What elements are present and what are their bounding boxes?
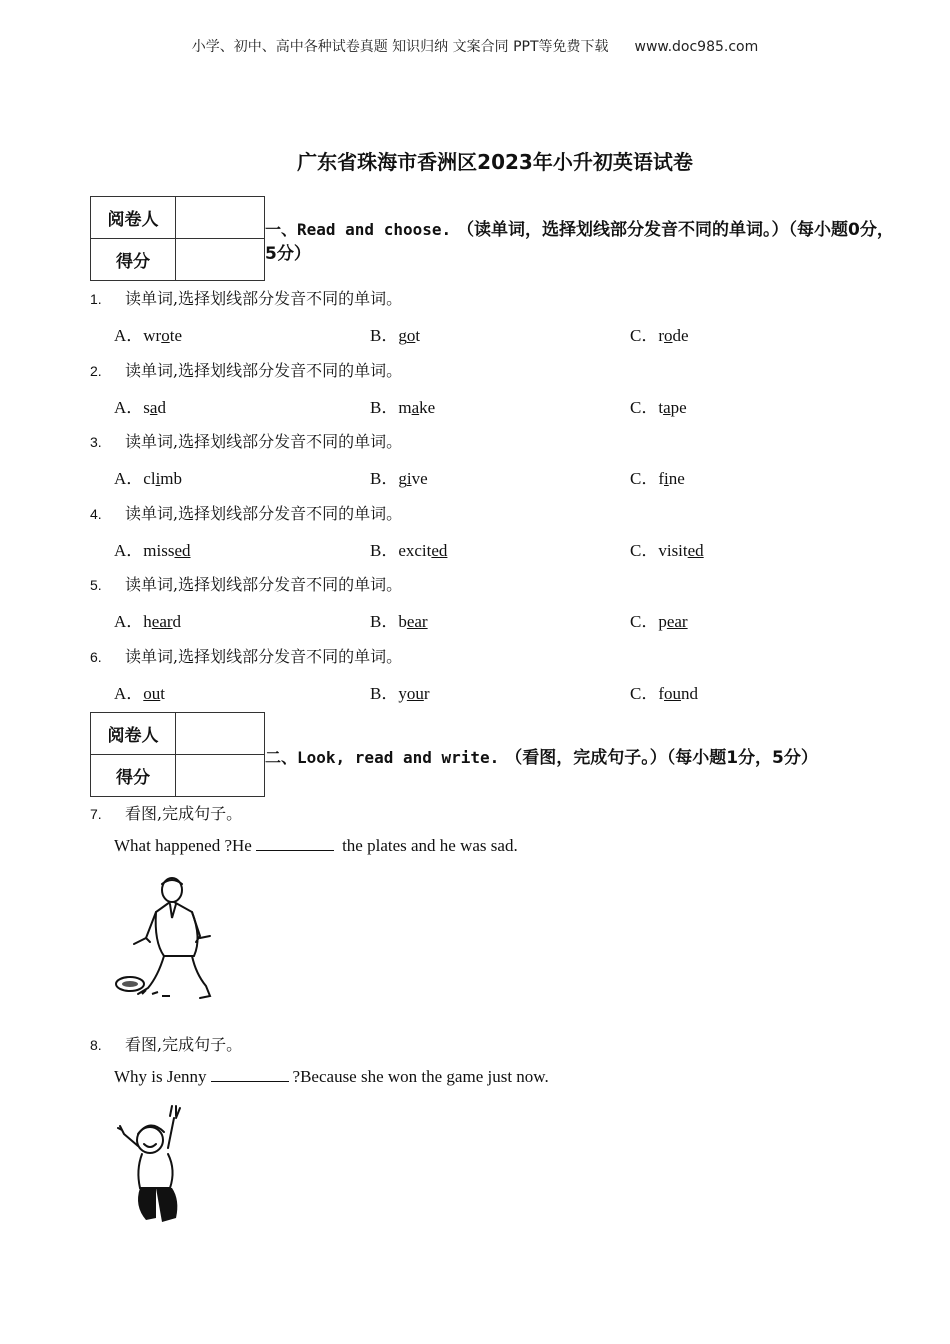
sentence-after: the plates and he was sad.	[337, 836, 518, 855]
score-table-1	[90, 196, 265, 281]
option-c[interactable]	[630, 679, 698, 704]
option-a[interactable]	[114, 536, 191, 561]
underlined-part: a	[149, 397, 158, 417]
score-blank	[176, 239, 265, 281]
question-2	[90, 358, 402, 381]
option-label: A．	[114, 612, 144, 631]
word-part: pe	[670, 397, 687, 417]
question-7	[90, 801, 242, 824]
answer-blank[interactable]	[256, 836, 334, 851]
sad-man-picture	[112, 876, 222, 1010]
reviewer-label: 阅卷人	[91, 197, 176, 239]
page-title: 广东省珠海市香洲区2023年小升初英语试卷	[297, 150, 693, 174]
word-part: visit	[658, 540, 688, 560]
word-part: s	[143, 397, 150, 417]
score-label: 得分	[91, 239, 176, 281]
word-part: t	[415, 326, 421, 345]
option-label: C．	[630, 469, 659, 488]
underlined-part: ed	[431, 540, 448, 560]
reviewer-blank	[176, 713, 265, 755]
question-number: 6.	[90, 648, 102, 665]
word-part: f	[658, 469, 665, 488]
underlined-part: ou	[143, 683, 161, 703]
word-part: te	[169, 326, 183, 345]
underlined-part: a	[663, 397, 671, 417]
underlined-part: ear	[151, 612, 173, 631]
underlined-part: ear	[666, 612, 688, 631]
word-part: p	[658, 612, 667, 631]
option-label: A．	[114, 540, 144, 560]
underlined-part: o	[664, 326, 673, 345]
word-part: t	[160, 683, 166, 703]
question-number: 7.	[90, 806, 102, 822]
underlined-part: ear	[406, 612, 428, 631]
option-label: C．	[630, 612, 659, 631]
question-4	[90, 501, 402, 524]
option-label: A．	[114, 683, 144, 703]
reviewer-blank	[176, 197, 265, 239]
header-site: www.doc985.com	[634, 39, 759, 55]
option-label: B．	[370, 397, 399, 417]
word-part: ke	[419, 397, 436, 417]
answer-blank[interactable]	[211, 1067, 289, 1082]
question-number: 1.	[90, 291, 102, 307]
underlined-part: a	[411, 397, 420, 417]
option-label: C．	[630, 397, 659, 417]
section-1-title-cn: （读单词，选择划线部分发音不同的单词。）（每小题0分，5分）	[265, 220, 894, 264]
question-number: 5.	[90, 577, 102, 593]
score-table-2	[90, 712, 265, 797]
option-a[interactable]	[114, 464, 182, 489]
underlined-part: o	[161, 326, 170, 345]
option-c[interactable]	[630, 536, 704, 561]
word-part: d	[172, 612, 182, 631]
option-c[interactable]	[630, 393, 687, 418]
sentence-after: ?Because she won the game just now.	[292, 1067, 549, 1086]
word-part: wr	[143, 326, 162, 345]
header-text: 小学、初中、高中各种试卷真题 知识归纳 文案合同 PPT等免费下载	[191, 39, 609, 55]
word-part: r	[423, 683, 430, 703]
word-part: excit	[398, 540, 432, 560]
question-stem: 看图,完成句子。	[125, 804, 243, 823]
underlined-part: ou	[406, 683, 424, 703]
underlined-part: ed	[687, 540, 704, 560]
option-c[interactable]	[630, 464, 685, 489]
word-part: d	[157, 397, 166, 417]
word-part: cl	[143, 469, 156, 488]
question-7-sentence	[114, 836, 518, 856]
question-number: 3.	[90, 434, 102, 450]
page-header	[0, 36, 950, 56]
question-stem: 读单词,选择划线部分发音不同的单词。	[125, 503, 403, 523]
score-label: 得分	[91, 755, 176, 797]
reviewer-label: 阅卷人	[91, 713, 176, 755]
option-a[interactable]	[114, 321, 182, 346]
option-label: B．	[370, 683, 399, 703]
option-b[interactable]	[370, 607, 428, 632]
question-1	[90, 286, 402, 309]
happy-girl-picture	[112, 1102, 190, 1230]
word-part: nd	[681, 683, 699, 703]
question-stem: 读单词,选择划线部分发音不同的单词。	[125, 289, 403, 308]
score-blank	[176, 755, 265, 797]
question-stem: 读单词,选择划线部分发音不同的单词。	[125, 432, 403, 451]
section-1-title	[265, 218, 895, 266]
question-stem: 读单词,选择划线部分发音不同的单词。	[125, 646, 403, 666]
word-part: b	[398, 612, 407, 631]
option-b[interactable]	[370, 321, 420, 346]
underlined-part: i	[664, 469, 669, 488]
question-number: 4.	[90, 505, 102, 522]
question-number: 8.	[90, 1037, 102, 1053]
question-stem: 读单词,选择划线部分发音不同的单词。	[125, 575, 403, 594]
option-label: A．	[114, 469, 144, 488]
section-2-title	[265, 746, 905, 770]
option-label: C．	[630, 326, 659, 345]
question-number: 2.	[90, 362, 102, 379]
option-a[interactable]	[114, 393, 166, 418]
underlined-part: ed	[174, 540, 191, 560]
option-c[interactable]	[630, 321, 689, 346]
word-part: r	[658, 326, 665, 345]
option-b[interactable]	[370, 536, 447, 561]
option-a[interactable]	[114, 607, 181, 632]
word-part: f	[658, 683, 665, 703]
underlined-part: ou	[664, 683, 682, 703]
underlined-part: o	[406, 326, 416, 345]
word-part: ne	[668, 469, 685, 488]
section-2-title-en: 二、Look, read and write.	[265, 748, 500, 767]
word-part: de	[672, 326, 689, 345]
underlined-part: i	[155, 469, 161, 488]
option-label: C．	[630, 540, 659, 560]
option-b[interactable]	[370, 464, 428, 489]
option-b[interactable]	[370, 393, 435, 418]
option-a[interactable]	[114, 679, 165, 704]
option-c[interactable]	[630, 607, 688, 632]
sentence-before: Why is Jenny	[114, 1067, 207, 1086]
section-2-title-cn: （看图，完成句子。）（每小题1分，5分）	[505, 748, 818, 768]
word-part: h	[143, 612, 152, 631]
word-part: g	[398, 469, 407, 488]
option-label: A．	[114, 326, 144, 345]
question-8-sentence	[114, 1067, 549, 1087]
question-stem: 看图,完成句子。	[125, 1035, 243, 1054]
word-part: g	[398, 326, 407, 345]
option-label: B．	[370, 326, 399, 345]
option-label: B．	[370, 612, 399, 631]
underlined-part: i	[406, 469, 412, 488]
word-part: ve	[411, 469, 428, 488]
word-part: y	[398, 683, 407, 703]
section-1-title-en: 一、Read and choose.	[265, 220, 452, 239]
word-part: mb	[160, 469, 183, 488]
option-label: C．	[630, 683, 659, 703]
question-3	[90, 429, 402, 452]
word-part: m	[398, 397, 412, 417]
option-label: A．	[114, 397, 144, 417]
question-5	[90, 572, 402, 595]
question-8	[90, 1032, 242, 1055]
word-part: t	[658, 397, 664, 417]
sentence-before: What happened ?He	[114, 836, 252, 855]
option-label: B．	[370, 469, 399, 488]
question-6	[90, 644, 402, 667]
word-part: miss	[143, 540, 175, 560]
option-b[interactable]	[370, 679, 430, 704]
question-stem: 读单词,选择划线部分发音不同的单词。	[125, 360, 403, 380]
option-label: B．	[370, 540, 399, 560]
